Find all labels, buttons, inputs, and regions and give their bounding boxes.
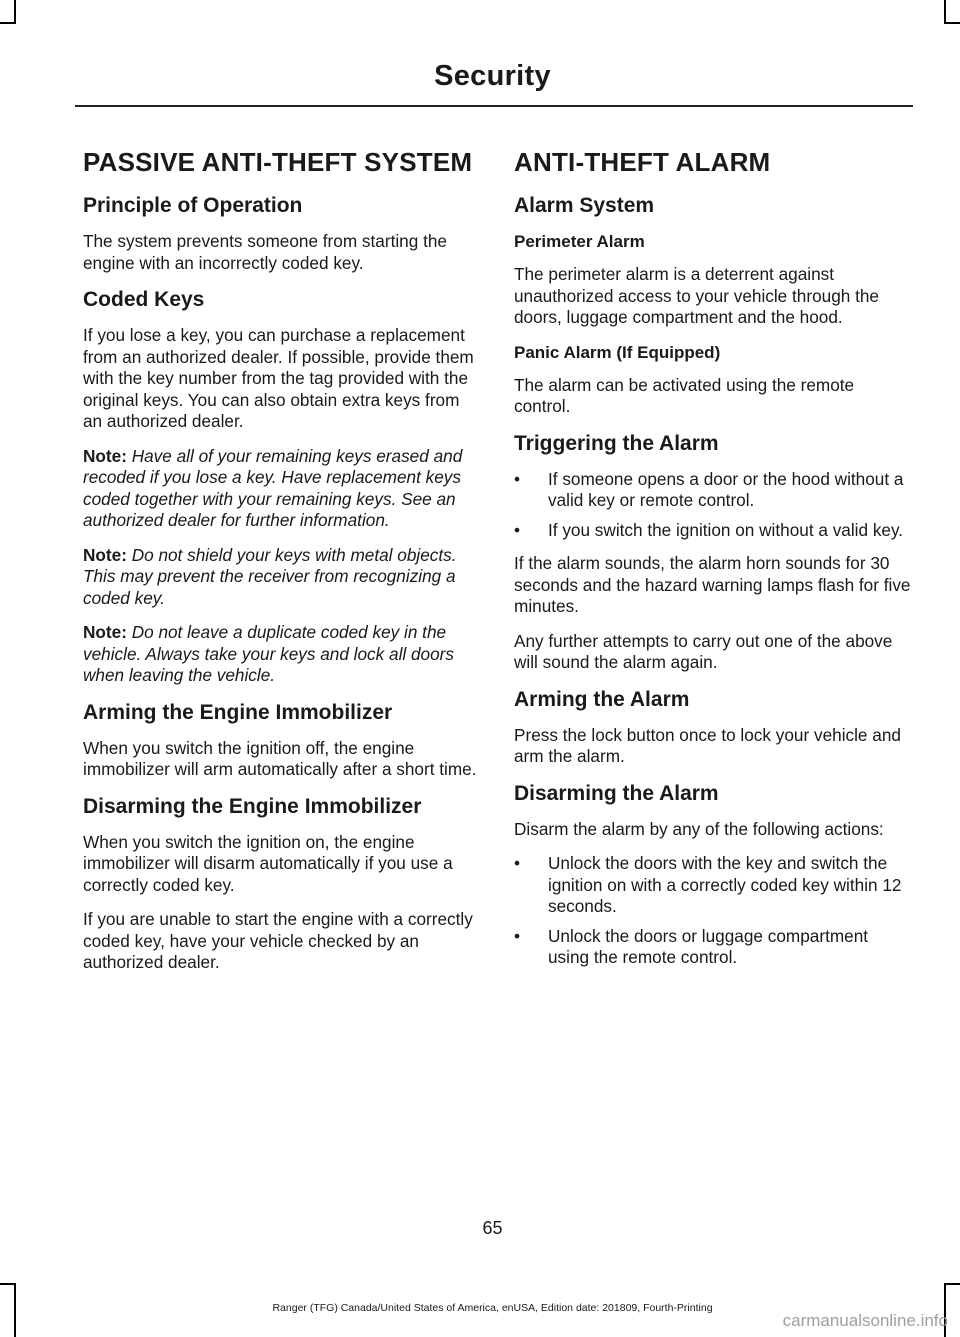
disarming-alarm-heading: Disarming the Alarm <box>514 781 719 805</box>
note-text: Have all of your remaining keys erased and recoded if you lose a key. Have replacement keys coded together with your remaining keys. See an authorized dealer for further information. <box>83 445 463 530</box>
alarm-system-heading: Alarm System <box>514 194 655 217</box>
list-item <box>514 469 912 512</box>
note-label: Note: <box>83 445 127 466</box>
bullet: • <box>514 468 521 489</box>
principle-heading: Principle of Operation <box>83 194 303 217</box>
coded-keys-heading: Coded Keys <box>83 288 205 311</box>
watermark: carmanualsonline.info <box>782 1311 948 1330</box>
triggering-alarm-heading: Triggering the Alarm <box>514 431 719 455</box>
triggering-text-2: Any further attempts to carry out one of the above will sound the alarm again. <box>514 630 893 672</box>
left-column <box>83 146 478 987</box>
section-title: Security <box>434 60 551 92</box>
panic-alarm-text: The alarm can be activated using the remote control. <box>514 374 855 416</box>
arming-immobilizer-heading: Arming the Engine Immobilizer <box>83 700 393 724</box>
crop-mark-bottom-left-h <box>0 1283 16 1285</box>
note-1 <box>83 446 478 532</box>
arming-immobilizer-text: When you switch the ignition off, the engine immobilizer will arm automatically after a short time. <box>83 737 477 779</box>
passive-anti-theft-heading: PASSIVE ANTI-THEFT SYSTEM <box>83 147 473 177</box>
note-label: Note: <box>83 544 127 565</box>
list-item-text: Unlock the doors with the key and switch the ignition on with a correctly coded key within 12 seconds. <box>548 853 902 916</box>
list-item <box>514 926 912 969</box>
footer-edition: Ranger (TFG) Canada/United States of America, enUSA, Edition date: 201809, Fourth-Printing <box>272 1302 713 1314</box>
note-text: Do not leave a duplicate coded key in the vehicle. Always take your keys and lock all doors when leaving the vehicle. <box>83 622 454 685</box>
disarming-immobilizer-text-1: When you switch the ignition on, the engine immobilizer will disarm automatically if you use a correctly coded key. <box>83 831 453 895</box>
crop-mark-top-left <box>14 0 16 24</box>
note-label: Note: <box>83 622 127 642</box>
principle-text: The system prevents someone from starting the engine with an incorrectly coded key. <box>83 231 447 273</box>
header-rule <box>75 105 913 107</box>
list-item-text: If you switch the ignition on without a valid key. <box>548 519 904 540</box>
perimeter-alarm-text: The perimeter alarm is a deterrent against unauthorized access to your vehicle through the doors, luggage compartment and the hood. <box>514 264 879 327</box>
crop-mark-top-right-h <box>944 22 960 24</box>
panic-alarm-heading: Panic Alarm (If Equipped) <box>514 342 721 362</box>
page-number: 65 <box>482 1218 503 1238</box>
disarming-alarm-text: Disarm the alarm by any of the following actions: <box>514 818 884 839</box>
list-item <box>514 520 912 542</box>
crop-mark-top-left-h <box>0 22 16 24</box>
arming-alarm-heading: Arming the Alarm <box>514 687 690 711</box>
list-item-text: If someone opens a door or the hood without a valid key or remote control. <box>548 468 904 510</box>
disarming-list <box>514 853 912 969</box>
bullet: • <box>514 925 521 946</box>
list-item <box>514 853 912 918</box>
disarming-immobilizer-text-2: If you are unable to start the engine with a correctly coded key, have your vehicle checked by an authorized dealer. <box>83 909 473 972</box>
list-item-text: Unlock the doors or luggage compartment using the remote control. <box>548 925 869 967</box>
disarming-immobilizer-heading: Disarming the Engine Immobilizer <box>83 794 422 818</box>
note-3 <box>83 622 478 687</box>
note-text: Do not shield your keys with metal objects. This may prevent the receiver from recognizing a coded key. <box>83 544 457 608</box>
crop-mark-top-right <box>944 0 946 24</box>
right-column <box>514 146 912 981</box>
arming-alarm-text: Press the lock button once to lock your vehicle and arm the alarm. <box>514 724 901 766</box>
bullet: • <box>514 853 521 873</box>
perimeter-alarm-heading: Perimeter Alarm <box>514 232 645 251</box>
anti-theft-alarm-heading: ANTI-THEFT ALARM <box>514 147 771 177</box>
triggering-text-1: If the alarm sounds, the alarm horn sounds for 30 seconds and the hazard warning lamps flash for five minutes. <box>514 553 911 616</box>
triggering-list <box>514 469 912 542</box>
coded-keys-text: If you lose a key, you can purchase a replacement from an authorized dealer. If possible, provide them with the key number from the tag provided with the original keys. You can also obtain extra keys from an authorized dealer. <box>83 325 474 431</box>
note-2 <box>83 545 478 610</box>
bullet: • <box>514 519 521 540</box>
crop-mark-bottom-right-h <box>944 1283 960 1285</box>
